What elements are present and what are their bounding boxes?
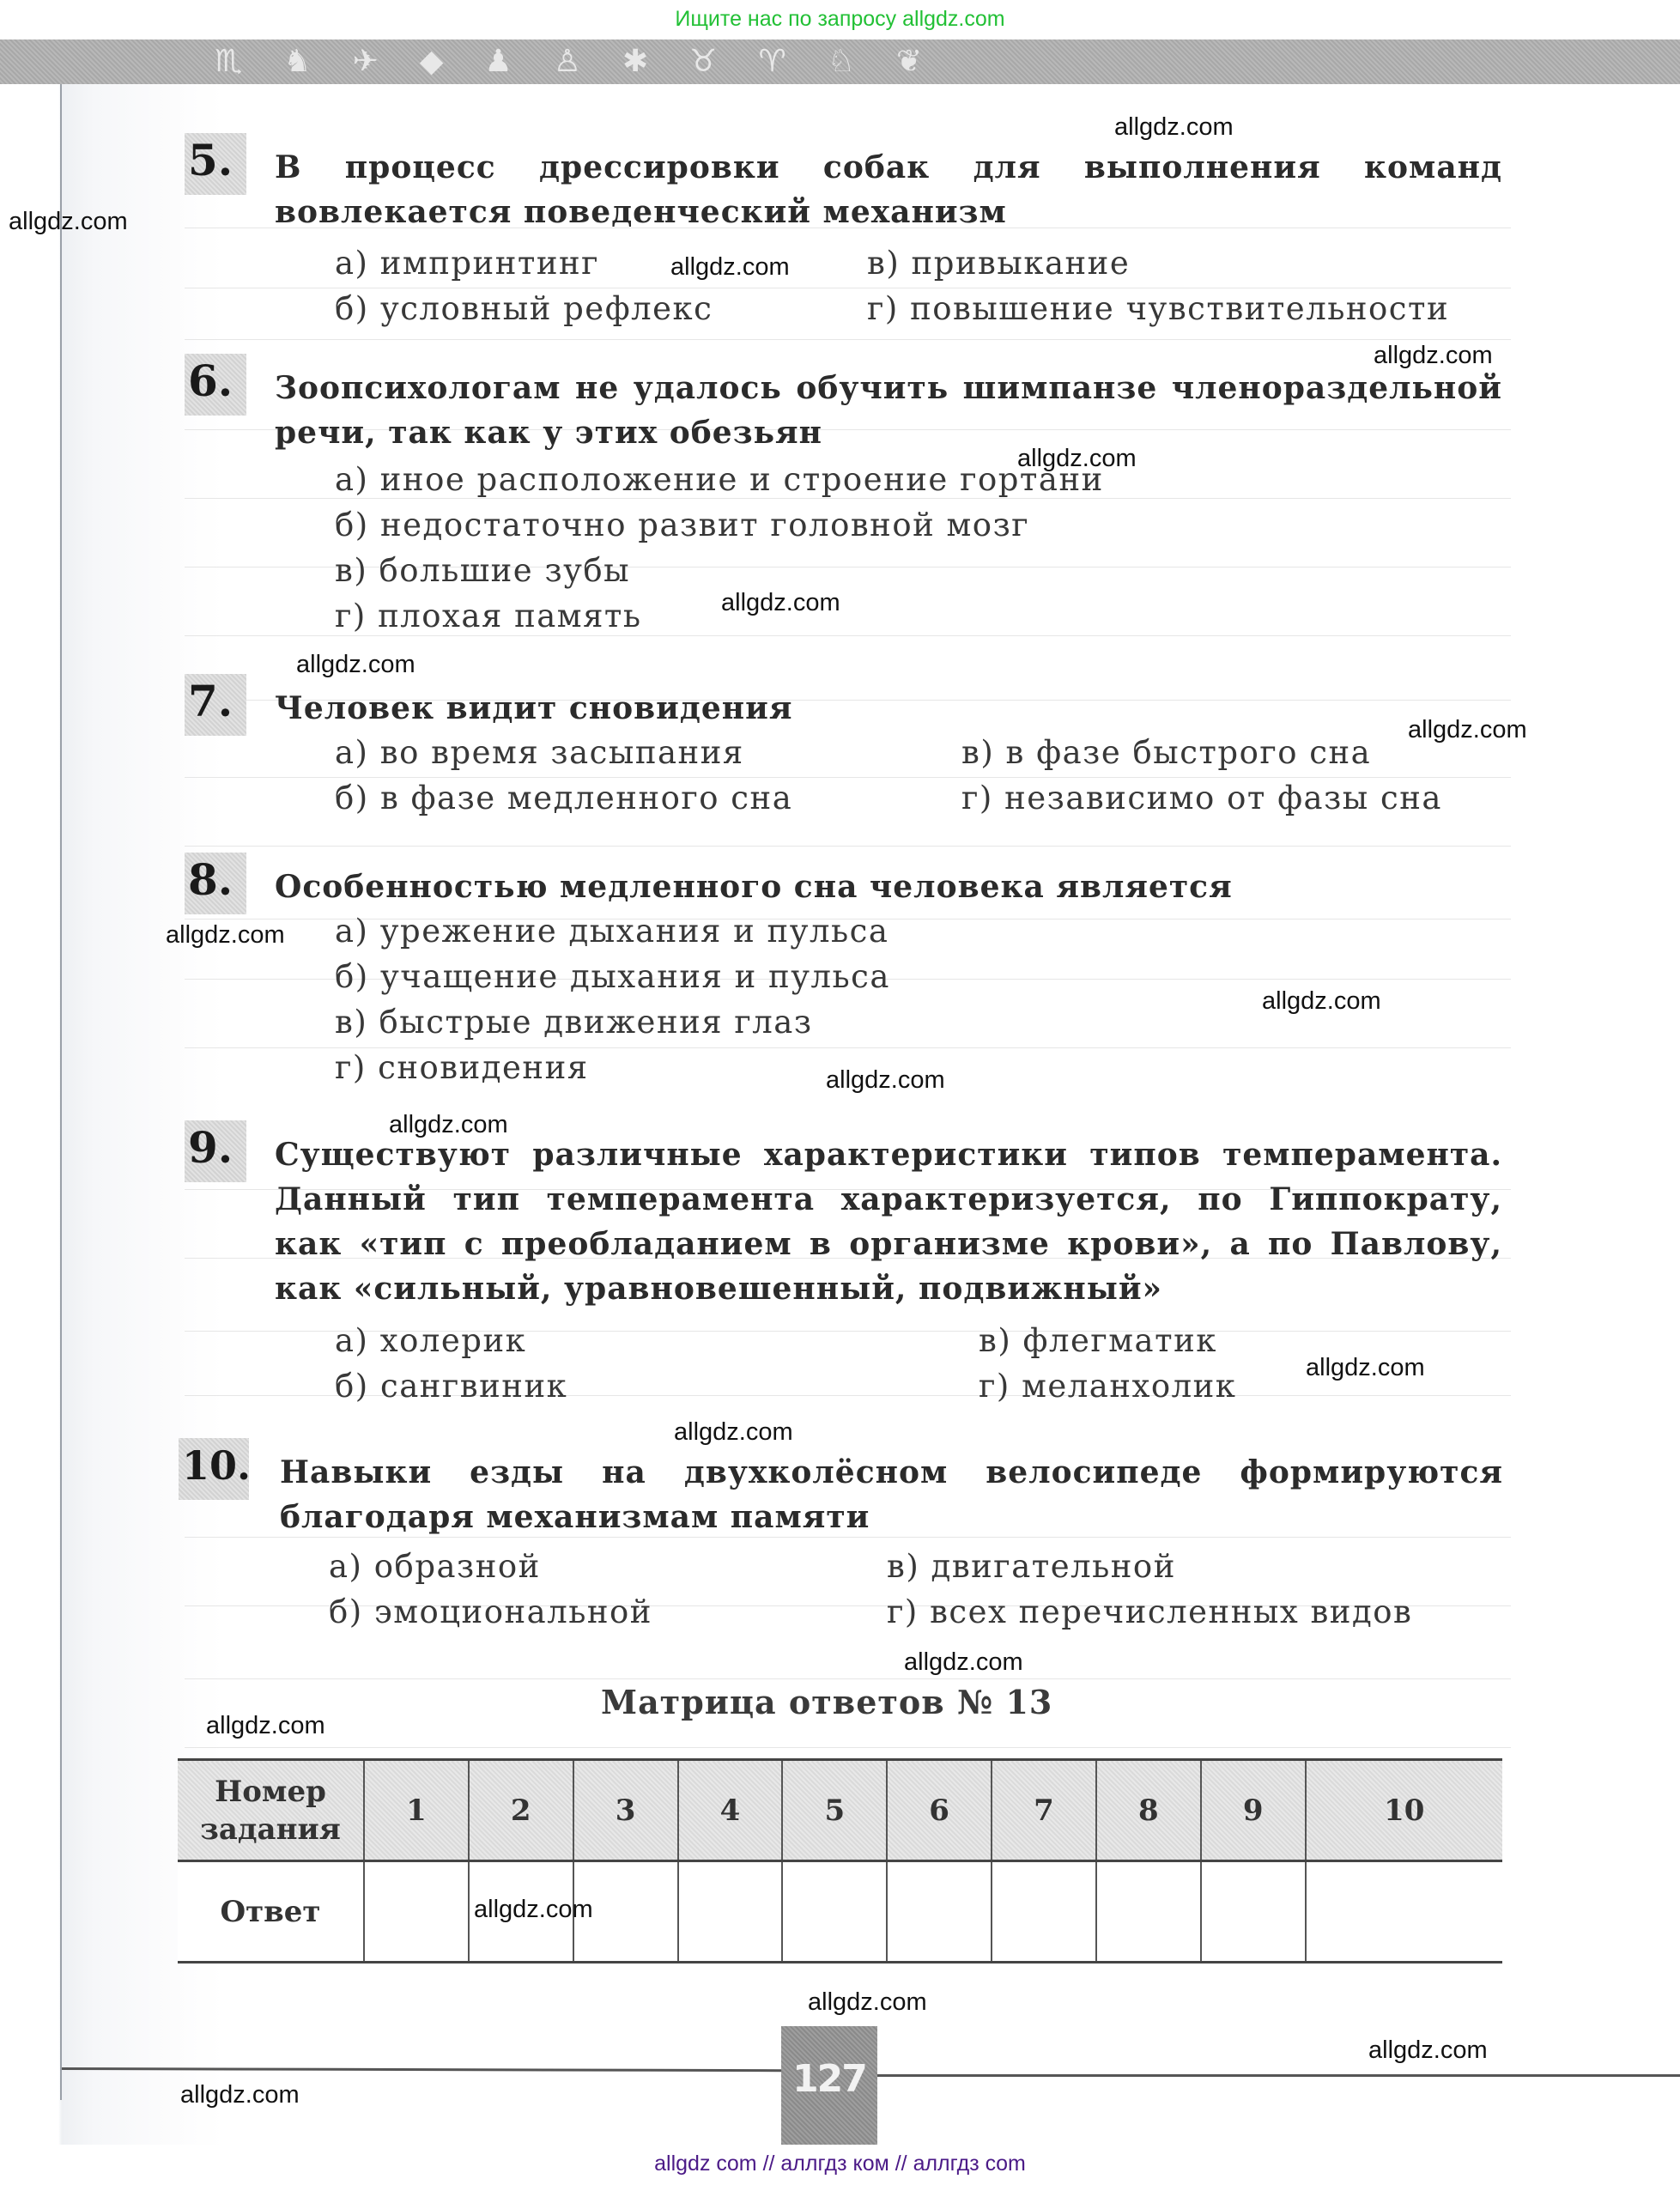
option-b[interactable]: б) сангвиник — [335, 1368, 568, 1405]
watermark: allgdz.com — [1017, 445, 1137, 472]
page-number-badge — [781, 2026, 877, 2145]
answer-cell-9[interactable] — [1201, 1861, 1306, 1963]
answer-cell-5[interactable] — [782, 1861, 887, 1963]
question-text: Человек видит сновидения — [275, 690, 793, 726]
answer-row — [178, 1861, 1502, 1963]
column-header-8: 8 — [1096, 1760, 1201, 1861]
question-text: Существуют различные характеристики типов темперамента. Данный тип темперамента характеризуется, по Гиппократу, как «тип с преобладанием в организме крови», а по Павлову, как «сильный, уравновешенный, подвижный» — [275, 1137, 1502, 1307]
answer-cell-6[interactable] — [887, 1861, 992, 1963]
column-header-5: 5 — [782, 1760, 887, 1861]
question-number: 10. — [179, 1438, 249, 1500]
option-g[interactable]: г) меланхолик — [979, 1368, 1237, 1405]
kangaroo-icon: ♘ — [827, 44, 855, 79]
option-g[interactable]: г) плохая память — [335, 598, 642, 634]
question-text: Особенностью медленного сна человека является — [275, 869, 1233, 905]
footer-rule-right — [877, 2074, 1680, 2077]
ruled-line — [185, 1678, 1511, 1679]
option-v[interactable]: в) двигательной — [887, 1548, 1176, 1585]
bottom-promo-banner: allgdz com // аллгдз ком // аллгдз com — [0, 2145, 1680, 2185]
column-header-4: 4 — [678, 1760, 783, 1861]
column-header-9: 9 — [1201, 1760, 1306, 1861]
ruled-line — [185, 1747, 1511, 1748]
question-number: 9. — [185, 1120, 246, 1182]
option-a[interactable]: а) холерик — [335, 1322, 527, 1359]
bird-icon: ✈ — [352, 44, 379, 79]
insect-icon: ✱ — [622, 44, 649, 79]
ruled-line — [185, 846, 1511, 847]
watermark: allgdz.com — [670, 253, 790, 281]
task-number-label: Номер задания — [178, 1760, 364, 1861]
answer-matrix-table — [178, 1758, 1502, 1963]
watermark: allgdz.com — [904, 1648, 1023, 1676]
question-text: В процесс дрессировки собак для выполнения команд вовлекается поведенческий механизм — [275, 149, 1502, 230]
option-g[interactable]: г) сновидения — [335, 1049, 589, 1086]
human-icon: ♙ — [553, 44, 581, 79]
ape-icon: ♟ — [484, 44, 512, 79]
column-header-10: 10 — [1306, 1760, 1502, 1861]
decorative-header-strip — [0, 39, 1680, 84]
option-b[interactable]: б) недостаточно развит головной мозг — [335, 507, 1030, 543]
option-a[interactable]: а) во время засыпания — [335, 734, 744, 771]
watermark: allgdz.com — [474, 1896, 593, 1923]
column-header-2: 2 — [469, 1760, 573, 1861]
option-v[interactable]: в) привыкание — [867, 245, 1131, 282]
watermark: allgdz.com — [1408, 716, 1527, 744]
option-b[interactable]: б) учащение дыхания и пульса — [335, 958, 890, 995]
watermark: allgdz.com — [166, 921, 285, 949]
answer-label: Ответ — [178, 1861, 364, 1963]
column-header-7: 7 — [992, 1760, 1096, 1861]
option-a[interactable]: а) образной — [329, 1548, 541, 1585]
option-b[interactable]: б) условный рефлекс — [335, 290, 713, 327]
question-number: 7. — [185, 674, 246, 736]
answer-cell-10[interactable] — [1306, 1861, 1502, 1963]
watermark: allgdz.com — [296, 651, 415, 678]
ruled-line — [185, 635, 1511, 636]
option-a[interactable]: а) урежение дыхания и пульса — [335, 913, 889, 950]
option-a[interactable]: а) иное расположение и строение гортани — [335, 461, 1104, 498]
ruled-line — [185, 777, 1511, 778]
watermark: allgdz.com — [180, 2081, 300, 2109]
scorpion-icon: ♏ — [215, 44, 243, 79]
option-g[interactable]: г) независимо от фазы сна — [961, 780, 1442, 816]
watermark: allgdz.com — [721, 589, 840, 616]
page-number: 127 — [792, 2057, 866, 2101]
option-v[interactable]: в) флегматик — [979, 1322, 1217, 1359]
column-header-6: 6 — [887, 1760, 992, 1861]
watermark: allgdz.com — [1374, 342, 1493, 369]
column-header-1: 1 — [364, 1760, 469, 1861]
question-number: 6. — [185, 354, 246, 416]
answer-cell-8[interactable] — [1096, 1861, 1201, 1963]
option-g[interactable]: г) повышение чувствительности — [867, 290, 1450, 327]
option-g[interactable]: г) всех перечисленных видов — [887, 1593, 1413, 1630]
option-a[interactable]: а) импринтинг — [335, 245, 600, 282]
column-header-3: 3 — [573, 1760, 678, 1861]
question-text: Навыки езды на двухколёсном велосипеде формируются благодаря механизмам памяти — [280, 1454, 1503, 1535]
answer-cell-7[interactable] — [992, 1861, 1096, 1963]
book-spine — [60, 39, 62, 2100]
watermark: allgdz.com — [808, 1988, 927, 2016]
question-text: Зоопсихологам не удалось обучить шимпанзе членораздельной речи, так как у этих обезьян — [275, 370, 1502, 451]
answer-cell-1[interactable] — [364, 1861, 469, 1963]
watermark: allgdz.com — [1262, 987, 1381, 1015]
option-v[interactable]: в) быстрые движения глаз — [335, 1004, 813, 1041]
watermark: allgdz.com — [1368, 2036, 1488, 2064]
watermark: allgdz.com — [826, 1066, 945, 1094]
option-v[interactable]: в) большие зубы — [335, 552, 631, 589]
ruled-line — [185, 339, 1511, 340]
watermark: allgdz.com — [1306, 1354, 1425, 1381]
ruled-line — [185, 498, 1511, 499]
horse-icon: ♞ — [283, 44, 312, 79]
top-promo-banner: Ищите нас по запросу allgdz.com — [675, 7, 1005, 31]
answer-cell-4[interactable] — [678, 1861, 783, 1963]
option-b[interactable]: б) эмоциональной — [329, 1593, 652, 1630]
option-v[interactable]: в) в фазе быстрого сна — [961, 734, 1372, 771]
butterfly-icon: ❦ — [896, 44, 923, 79]
watermark: allgdz.com — [9, 208, 128, 235]
watermark: allgdz.com — [389, 1111, 508, 1138]
watermark: allgdz.com — [1114, 113, 1234, 141]
task-number-row — [178, 1760, 1502, 1861]
ruled-line — [185, 1047, 1511, 1048]
deer-icon: ♈ — [758, 44, 786, 79]
watermark: allgdz.com — [206, 1712, 325, 1739]
question-number: 5. — [185, 133, 246, 195]
fish-icon: ◆ — [419, 44, 444, 79]
answer-matrix-title: Матрица ответов № 13 — [601, 1683, 1053, 1721]
option-b[interactable]: б) в фазе медленного сна — [335, 780, 793, 816]
bull-icon: ♉ — [689, 44, 718, 79]
question-number: 8. — [185, 853, 246, 914]
watermark: allgdz.com — [674, 1418, 793, 1446]
